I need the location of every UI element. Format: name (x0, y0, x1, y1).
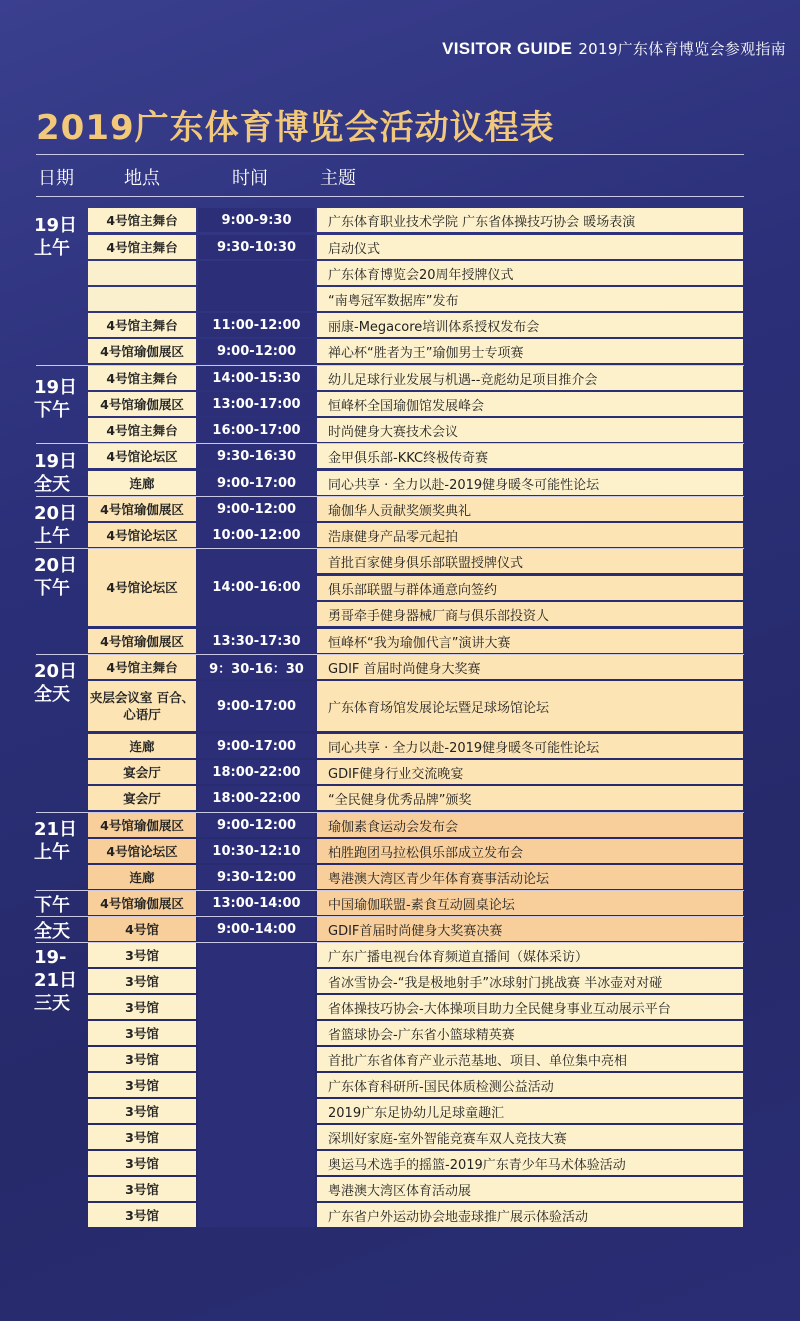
time-cell: 9:30-16:30 (198, 444, 315, 468)
location-cell: 4号馆瑜伽展区 (88, 891, 196, 915)
topic-cell: 省篮球协会-广东省小篮球精英赛 (317, 1021, 743, 1045)
topic-cell: 金甲俱乐部-KKC终极传奇赛 (317, 444, 743, 468)
topic-cell: 省冰雪协会-“我是极地射手”冰球射门挑战赛 半冰壶对对碰 (317, 969, 743, 993)
topic-cell: 启动仪式 (317, 235, 743, 259)
day-label: 19日 下午 (34, 377, 78, 421)
topic-cell: 恒峰杯“我为瑜伽代言”演讲大赛 (317, 629, 743, 653)
day-label: 下午 (34, 895, 70, 916)
topic-cell: 瑜伽素食运动会发布会 (317, 813, 743, 837)
location-cell: 4号馆主舞台 (88, 655, 196, 679)
location-cell: 4号馆主舞台 (88, 418, 196, 442)
topic-cell: 深圳好家庭-室外智能竞赛车双人竞技大赛 (317, 1125, 743, 1149)
location-cell: 宴会厅 (88, 760, 196, 784)
day-label: 20日 上午 (34, 503, 78, 547)
time-cell: 11:00-12:00 (198, 313, 315, 337)
location-cell: 3号馆 (88, 1021, 196, 1045)
topic-cell: 粤港澳大湾区体育活动展 (317, 1177, 743, 1201)
title-divider (36, 154, 744, 155)
time-cell: 18:00-22:00 (198, 786, 315, 810)
page-title: 2019广东体育博览会活动议程表 (36, 108, 555, 148)
location-cell: 3号馆 (88, 969, 196, 993)
time-cell: 13:30-17:30 (198, 629, 315, 653)
guide-en: VISITOR GUIDE (442, 39, 573, 58)
topic-cell: 粤港澳大湾区青少年体育赛事活动论坛 (317, 865, 743, 889)
time-cell: 9:00-17:00 (198, 471, 315, 495)
day-label: 21日 上午 (34, 819, 78, 863)
topic-cell: 广东省户外运动协会地壶球推广展示体验活动 (317, 1203, 743, 1227)
time-cell: 9:00-17:00 (198, 681, 315, 731)
topic-cell: GDIF首届时尚健身大奖赛决赛 (317, 917, 743, 941)
time-cell: 14:00-16:00 (198, 549, 315, 626)
col-topic: 主题 (320, 168, 356, 189)
location-cell: 3号馆 (88, 1177, 196, 1201)
topic-cell: 丽康-Megacore培训体系授权发布会 (317, 313, 743, 337)
day-label: 19- 21日 三天 (34, 947, 78, 1014)
time-cell: 9:00-17:00 (198, 734, 315, 758)
location-cell: 4号馆主舞台 (88, 235, 196, 259)
topic-cell: 2019广东足协幼儿足球童趣汇 (317, 1099, 743, 1123)
time-cell: 10:00-12:00 (198, 523, 315, 547)
topic-cell: 中国瑜伽联盟-素食互动圆桌论坛 (317, 891, 743, 915)
day-label: 20日 下午 (34, 555, 78, 599)
topic-cell: 浩康健身产品零元起拍 (317, 523, 743, 547)
time-cell: 13:00-14:00 (198, 891, 315, 915)
topic-cell: 禅心杯“胜者为王”瑜伽男士专项赛 (317, 339, 743, 363)
location-cell: 3号馆 (88, 1203, 196, 1227)
location-cell: 4号馆主舞台 (88, 313, 196, 337)
location-cell: 4号馆论坛区 (88, 523, 196, 547)
time-cell: 10:30-12:10 (198, 839, 315, 863)
location-cell: 3号馆 (88, 1047, 196, 1071)
time-cell: 9:00-9:30 (198, 208, 315, 232)
location-cell: 4号馆论坛区 (88, 549, 196, 626)
location-cell: 4号馆瑜伽展区 (88, 629, 196, 653)
visitor-guide-header (442, 38, 786, 58)
topic-cell: 广东体育场馆发展论坛暨足球场馆论坛 (317, 681, 743, 731)
topic-cell: 广东体育科研所-国民体质检测公益活动 (317, 1073, 743, 1097)
topic-cell: 俱乐部联盟与群体通意向签约 (317, 576, 743, 600)
location-cell: 3号馆 (88, 1151, 196, 1175)
time-cell: 9:00-14:00 (198, 917, 315, 941)
topic-cell: 柏胜跑团马拉松俱乐部成立发布会 (317, 839, 743, 863)
guide-cn: 2019广东体育博览会参观指南 (578, 40, 786, 58)
day-label: 19日 全天 (34, 451, 78, 495)
topic-cell: 首批广东省体育产业示范基地、项目、单位集中亮相 (317, 1047, 743, 1071)
day-label: 全天 (34, 921, 70, 942)
topic-cell: 广东广播电视台体育频道直播间（媒体采访） (317, 943, 743, 967)
col-time: 时间 (232, 168, 268, 189)
time-cell: 9:30-12:00 (198, 865, 315, 889)
time-cell: 9:30-10:30 (198, 235, 315, 259)
location-cell: 3号馆 (88, 1099, 196, 1123)
day-label: 20日 全天 (34, 661, 78, 705)
topic-cell: “全民健身优秀品牌”颁奖 (317, 786, 743, 810)
location-cell: 4号馆瑜伽展区 (88, 813, 196, 837)
time-cell: 9:00-12:00 (198, 339, 315, 363)
topic-cell: 幼儿足球行业发展与机遇--竞彪幼足项目推介会 (317, 366, 743, 390)
time-cell: 16:00-17:00 (198, 418, 315, 442)
location-cell: 4号馆瑜伽展区 (88, 392, 196, 416)
time-cell: 9:00-12:00 (198, 497, 315, 521)
time-cell: 9:00-12:00 (198, 813, 315, 837)
location-cell: 连廊 (88, 734, 196, 758)
topic-cell: GDIF健身行业交流晚宴 (317, 760, 743, 784)
topic-cell: 同心共享 · 全力以赴-2019健身暖冬可能性论坛 (317, 471, 743, 495)
location-cell: 连廊 (88, 471, 196, 495)
topic-cell: 广东体育职业技术学院 广东省体操技巧协会 暖场表演 (317, 208, 743, 232)
location-cell: 3号馆 (88, 1073, 196, 1097)
location-cell: 4号馆瑜伽展区 (88, 497, 196, 521)
topic-cell: 奥运马术选手的摇篮-2019广东青少年马术体验活动 (317, 1151, 743, 1175)
topic-cell: 省体操技巧协会-大体操项目助力全民健身事业互动展示平台 (317, 995, 743, 1019)
topic-cell: 勇哥牵手健身器械厂商与俱乐部投资人 (317, 602, 743, 626)
location-cell: 3号馆 (88, 995, 196, 1019)
time-cell: 9：30-16：30 (198, 655, 315, 679)
day-label: 19日 上午 (34, 215, 78, 259)
location-cell: 宴会厅 (88, 786, 196, 810)
time-cell (198, 943, 315, 1227)
col-location: 地点 (124, 168, 160, 189)
topic-cell: GDIF 首届时尚健身大奖赛 (317, 655, 743, 679)
topic-cell: 首批百家健身俱乐部联盟授牌仪式 (317, 549, 743, 573)
location-cell (88, 261, 196, 285)
location-cell: 4号馆论坛区 (88, 444, 196, 468)
time-cell: 14:00-15:30 (198, 366, 315, 390)
location-cell: 夹层会议室 百合、心语厅 (88, 681, 196, 731)
topic-cell: 时尚健身大赛技术会议 (317, 418, 743, 442)
time-cell: 18:00-22:00 (198, 760, 315, 784)
location-cell: 4号馆瑜伽展区 (88, 339, 196, 363)
topic-cell: 同心共享 · 全力以赴-2019健身暖冬可能性论坛 (317, 734, 743, 758)
topic-cell: 广东体育博览会20周年授牌仪式 (317, 261, 743, 285)
header-divider (36, 196, 744, 197)
location-cell: 4号馆论坛区 (88, 839, 196, 863)
location-cell: 3号馆 (88, 1125, 196, 1149)
topic-cell: 瑜伽华人贡献奖颁奖典礼 (317, 497, 743, 521)
topic-cell: 恒峰杯全国瑜伽馆发展峰会 (317, 392, 743, 416)
location-cell: 3号馆 (88, 943, 196, 967)
location-cell: 4号馆 (88, 917, 196, 941)
time-cell (198, 261, 315, 311)
location-cell: 4号馆主舞台 (88, 208, 196, 232)
time-cell: 13:00-17:00 (198, 392, 315, 416)
location-cell: 4号馆主舞台 (88, 366, 196, 390)
topic-cell: “南粤冠军数据库”发布 (317, 287, 743, 311)
location-cell (88, 287, 196, 311)
location-cell: 连廊 (88, 865, 196, 889)
col-date: 日期 (38, 168, 74, 189)
